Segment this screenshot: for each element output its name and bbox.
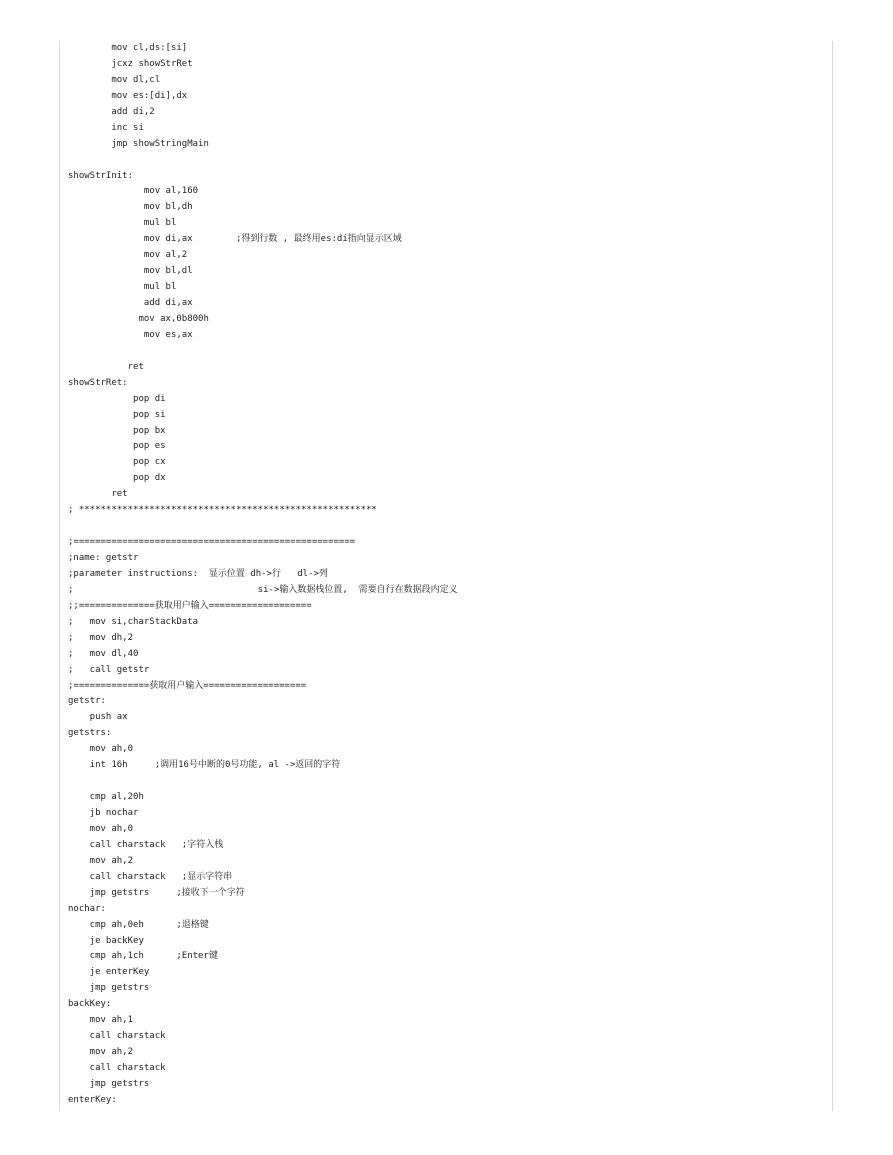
code-line: call charstack ;显示字符串 [68, 871, 233, 882]
code-line: jb nochar [68, 808, 139, 818]
code-line: mov al,160 [68, 186, 199, 197]
code-line: call charstack [68, 1063, 166, 1073]
code-line: mov es,ax [68, 329, 193, 340]
code-line: jmp showStringMain [68, 138, 209, 149]
code-line: cmp ah,1ch ;Enter键 [68, 951, 218, 962]
code-line: cmp al,20h [68, 792, 144, 803]
code-line: pop es [68, 441, 166, 452]
code-line: ; si->输入数据栈位置, 需要自行在数据段内定义 [68, 584, 458, 595]
code-line: mov ah,0 [68, 744, 134, 755]
code-line [68, 344, 832, 360]
code-line: add di,ax [68, 298, 193, 308]
code-line: showStrRet: [68, 377, 128, 388]
code-line: add di,2 [68, 106, 155, 117]
code-line: jmp getstrs ;接收下一个字符 [68, 887, 245, 898]
code-line: nochar: [68, 903, 106, 914]
code-line: pop bx [68, 425, 166, 436]
code-line: ; mov dl,40 [68, 648, 139, 659]
code-line: getstr: [68, 696, 106, 707]
code-line: push ax [68, 712, 128, 723]
code-line: call charstack [68, 1031, 166, 1042]
code-line [68, 774, 832, 790]
code-line: ret [68, 361, 144, 372]
code-line: backKey: [68, 999, 112, 1010]
code-line: ; mov si,charStackData [68, 616, 199, 627]
code-line: pop cx [68, 457, 166, 468]
code-line: mov ax,0b800h [68, 313, 209, 324]
code-line: ;parameter instructions: 显示位置 dh->行 dl->列 [68, 568, 328, 579]
code-line: call charstack ;字符入栈 [68, 839, 224, 850]
code-line: ; ******************************************************* [68, 505, 377, 516]
code-line: mov cl,ds:[si] [68, 43, 188, 53]
code-line: ;==================================================== [68, 537, 356, 548]
code-listing [60, 41, 832, 1109]
code-line: ret [68, 489, 128, 500]
code-line: int 16h ;调用16号中断的0号功能, al ->返回的字符 [68, 760, 341, 771]
code-line: getstrs: [68, 728, 112, 739]
code-line: pop dx [68, 473, 166, 484]
code-line: mov es:[di],dx [68, 90, 188, 101]
code-line: je enterKey [68, 967, 150, 978]
code-line: ;name: getstr [68, 553, 139, 563]
code-line: mov ah,0 [68, 823, 134, 834]
code-line: ;;==============获取用户输入=================== [68, 600, 312, 611]
code-line: jmp getstrs [68, 983, 150, 994]
code-line: enterKey: [68, 1094, 117, 1105]
code-line: mul bl [68, 282, 177, 293]
code-line: jmp getstrs [68, 1078, 150, 1089]
code-line: ;==============获取用户输入=================== [68, 680, 307, 691]
code-line: mov al,2 [68, 250, 188, 261]
code-line: mov ah,2 [68, 855, 134, 866]
code-line: cmp ah,0eh ;退格键 [68, 919, 209, 930]
code-line: pop di [68, 393, 166, 404]
code-line: ; call getstr [68, 664, 150, 675]
code-block [59, 41, 833, 1111]
code-line: je backKey [68, 935, 144, 946]
code-line: jcxz showStrRet [68, 58, 193, 69]
code-line: mov bl,dh [68, 202, 193, 213]
code-line: ; mov dh,2 [68, 632, 134, 643]
code-line: inc si [68, 122, 144, 133]
code-line: mov bl,dl [68, 266, 193, 277]
code-line: mov ah,2 [68, 1047, 134, 1058]
code-line [68, 153, 832, 169]
code-line: mov di,ax ;得到行数 , 最终用es:di指向显示区域 [68, 234, 402, 245]
code-line: pop si [68, 409, 166, 420]
code-line: mul bl [68, 218, 177, 229]
code-line: showStrInit: [68, 170, 134, 181]
code-line: mov ah,1 [68, 1015, 134, 1026]
code-line: mov dl,cl [68, 74, 161, 85]
code-line [68, 519, 832, 535]
